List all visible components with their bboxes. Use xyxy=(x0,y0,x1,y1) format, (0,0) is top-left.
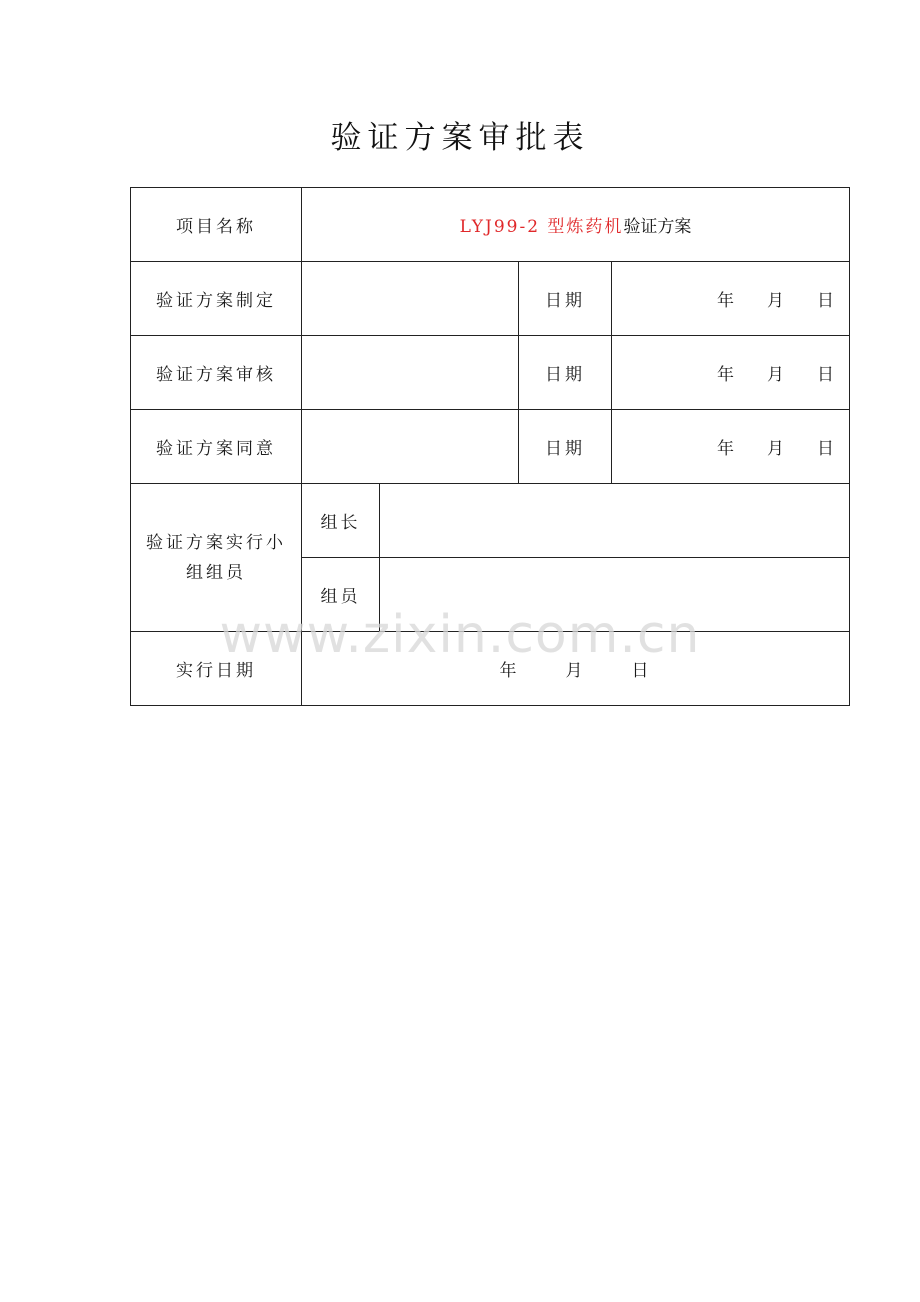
month-label: 月 xyxy=(767,365,788,385)
approved-signature-field[interactable] xyxy=(302,410,519,484)
approved-date-field[interactable] xyxy=(612,410,850,484)
team-label xyxy=(131,484,302,632)
reviewed-date-label: 日期 xyxy=(519,336,612,410)
project-name-label: 项目名称 xyxy=(131,188,302,262)
project-name-row xyxy=(131,188,850,262)
approved-label: 验证方案同意 xyxy=(131,410,302,484)
day-label: 日 xyxy=(817,365,838,385)
prepared-signature-field[interactable] xyxy=(302,262,519,336)
team-leader-row xyxy=(131,484,850,558)
year-label: 年 xyxy=(717,291,738,311)
year-label: 年 xyxy=(499,661,520,681)
prepared-date-field[interactable] xyxy=(612,262,850,336)
year-label: 年 xyxy=(717,439,738,459)
approval-form-table xyxy=(130,187,850,706)
team-label-line1: 验证方案实行小 xyxy=(146,532,286,553)
implementation-date-field[interactable] xyxy=(302,632,850,706)
month-label: 月 xyxy=(767,439,788,459)
project-suffix-text: 验证方案 xyxy=(623,217,692,237)
watermark-text: www.zixin.com.cn xyxy=(219,605,701,665)
reviewed-row xyxy=(131,336,850,410)
team-member-label: 组员 xyxy=(302,558,380,632)
implementation-row xyxy=(131,632,850,706)
reviewed-date-field[interactable] xyxy=(612,336,850,410)
reviewed-signature-field[interactable] xyxy=(302,336,519,410)
prepared-date-label: 日期 xyxy=(519,262,612,336)
day-label: 日 xyxy=(817,439,838,459)
year-label: 年 xyxy=(717,365,738,385)
prepared-row xyxy=(131,262,850,336)
approved-date-label: 日期 xyxy=(519,410,612,484)
day-label: 日 xyxy=(817,291,838,311)
project-name-value[interactable] xyxy=(302,188,850,262)
month-label: 月 xyxy=(565,661,586,681)
prepared-label: 验证方案制定 xyxy=(131,262,302,336)
project-model-text: LYJ99-2 型炼药机 xyxy=(459,217,624,237)
team-leader-label: 组长 xyxy=(302,484,380,558)
team-leader-field[interactable] xyxy=(380,484,850,558)
team-member-field[interactable] xyxy=(380,558,850,632)
implementation-label: 实行日期 xyxy=(131,632,302,706)
page-title: 验证方案审批表 xyxy=(330,120,590,156)
team-label-line2: 组组员 xyxy=(186,562,246,583)
reviewed-label: 验证方案审核 xyxy=(131,336,302,410)
day-label: 日 xyxy=(631,661,652,681)
approved-row xyxy=(131,410,850,484)
month-label: 月 xyxy=(767,291,788,311)
